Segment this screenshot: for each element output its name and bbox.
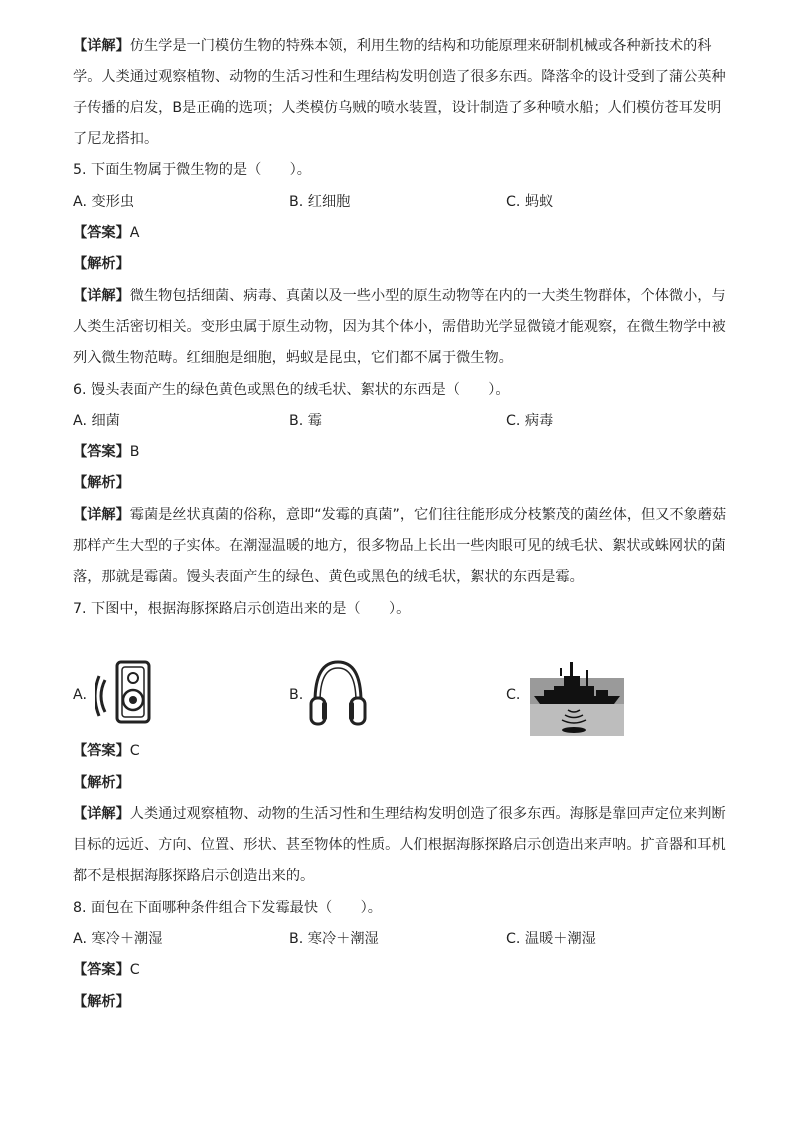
- q4-detail-line-1: 【详解】仿生学是一门模仿生物的特殊本领，利用生物的结构和功能原理来研制机械或各种新技术的科: [73, 38, 712, 54]
- q6-option-a: A. 细菌: [73, 413, 120, 429]
- q6-option-b: B. 霉: [289, 413, 322, 429]
- q7-question: 7. 下图中，根据海豚探路启示创造出来的是（ ）。: [73, 601, 411, 617]
- q4-detail-line-4: 了尼龙搭扣。: [73, 131, 159, 147]
- q7-option-b: B.: [289, 687, 304, 703]
- q7-analysis-tag: 【解析】: [73, 775, 130, 791]
- q6-answer: 【答案】B: [73, 444, 140, 460]
- q6-analysis-tag: 【解析】: [73, 475, 130, 491]
- q4-detail-line-3: 子传播的启发，B是正确的选项；人类模仿乌贼的喷水装置，设计制造了多种喷水船；人们模仿苍耳发明: [73, 100, 722, 116]
- q7-detail-line-2: 目标的远近、方向、位置、形状、甚至物体的性质。人们根据海豚探路启示创造出来声呐。扩音器和耳机: [73, 837, 726, 853]
- q8-question: 8. 面包在下面哪种条件组合下发霉最快（ ）。: [73, 900, 382, 916]
- q6-question: 6. 馒头表面产生的绿色黄色或黑色的绒毛状、絮状的东西是（ ）。: [73, 382, 510, 398]
- q5-option-c: C. 蚂蚁: [506, 194, 554, 210]
- q8-option-a: A. 寒冷＋潮湿: [73, 931, 163, 947]
- detail-tag: 【详解】: [73, 38, 130, 54]
- headphones-icon: [307, 656, 369, 736]
- q6-option-c: C. 病毒: [506, 413, 554, 429]
- q6-detail-line-1: 【详解】霉菌是丝状真菌的俗称，意即“发霉的真菌”，它们往往能形成分枝繁茂的菌丝体，但又不象蘑菇: [73, 507, 727, 523]
- q7-answer: 【答案】C: [73, 743, 140, 759]
- q7-detail-line-1: 【详解】人类通过观察植物、动物的生活习性和生理结构发明创造了很多东西。海豚是靠回声定位来判断: [73, 806, 726, 822]
- q8-option-b: B. 寒冷＋潮湿: [289, 931, 379, 947]
- q7-option-c: C.: [506, 687, 521, 703]
- q8-option-c: C. 温暖＋潮湿: [506, 931, 596, 947]
- q6-detail-line-3: 落，那就是霉菌。馒头表面产生的绿色、黄色或黑色的绒毛状，絮状的东西是霉。: [73, 569, 584, 585]
- q5-detail-line-3: 列入微生物范畴。红细胞是细胞，蚂蚁是昆虫，它们都不属于微生物。: [73, 350, 513, 366]
- q5-option-a: A. 变形虫: [73, 194, 135, 210]
- q7-detail-line-3: 都不是根据海豚探路启示创造出来的。: [73, 868, 315, 884]
- q4-detail-line-2: 学。人类通过观察植物、动物的生活习性和生理结构发明创造了很多东西。降落伞的设计受到了蒲公英种: [73, 69, 726, 85]
- q5-analysis-tag: 【解析】: [73, 256, 130, 272]
- q7-option-a: A.: [73, 687, 87, 703]
- q8-analysis-tag: 【解析】: [73, 994, 130, 1010]
- q5-option-b: B. 红细胞: [289, 194, 351, 210]
- speaker-icon: [95, 658, 155, 734]
- q5-answer: 【答案】A: [73, 225, 140, 241]
- q5-question: 5. 下面生物属于微生物的是（ ）。: [73, 162, 311, 178]
- q8-answer: 【答案】C: [73, 962, 140, 978]
- q5-detail-line-2: 人类生活密切相关。变形虫属于原生动物，因为其个体小，需借助光学显微镜才能观察，在微生物学中被: [73, 319, 726, 335]
- q6-detail-line-2: 那样产生大型的子实体。在潮湿温暖的地方，很多物品上长出一些肉眼可见的绒毛状、絮状或蛛网状的菌: [73, 538, 726, 554]
- sonar-ship-icon: [530, 658, 624, 740]
- q5-detail-line-1: 【详解】微生物包括细菌、病毒、真菌以及一些小型的原生动物等在内的一大类生物群体，个体微小，与: [73, 288, 726, 304]
